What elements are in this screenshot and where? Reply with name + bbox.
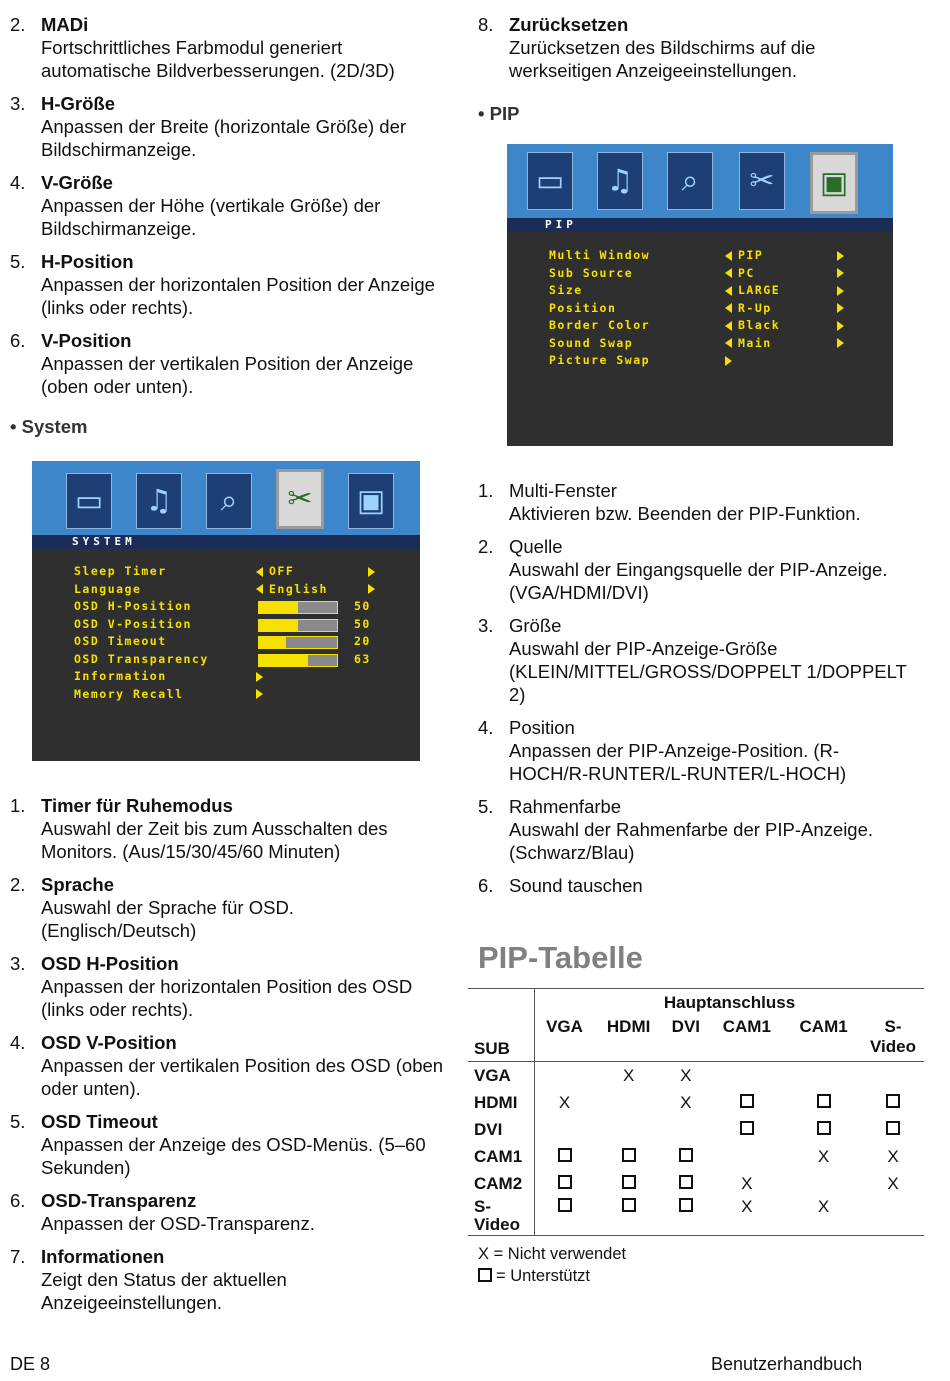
table-row bbox=[468, 1116, 924, 1143]
table-column-header: S-Video bbox=[870, 1017, 916, 1056]
sub-label: SUB bbox=[468, 989, 535, 1062]
table-row bbox=[468, 1143, 924, 1170]
table-column-header: CAM1 bbox=[722, 1017, 771, 1036]
table-column-header: VGA bbox=[546, 1017, 583, 1036]
osd-slider-remainder bbox=[298, 620, 337, 631]
pip-item-list bbox=[478, 479, 918, 907]
square-icon bbox=[817, 1094, 831, 1108]
monitor-icon: ▭ bbox=[527, 152, 573, 210]
table-cell: X bbox=[558, 1092, 571, 1112]
left-arrow-icon bbox=[725, 321, 732, 331]
item-description: Aktivieren bzw. Beenden der PIP-Funktion. bbox=[509, 503, 861, 524]
item-description: Anpassen der Anzeige des OSD-Menüs. (5–60 Sekunden) bbox=[41, 1134, 426, 1178]
osd-row-label: OSD Timeout bbox=[74, 634, 167, 648]
table-cell bbox=[862, 1116, 924, 1143]
table-row bbox=[468, 1170, 924, 1197]
left-arrow-icon bbox=[725, 268, 732, 278]
table-cell bbox=[535, 1170, 595, 1197]
osd-slider-value: 20 bbox=[354, 634, 371, 648]
item-description: Zeigt den Status der aktuellen Anzeigeeinstellungen. bbox=[41, 1269, 287, 1313]
table-cell bbox=[862, 1197, 924, 1236]
item-title: Informationen bbox=[41, 1246, 165, 1267]
table-header-row bbox=[468, 989, 924, 1018]
item-number: 3. bbox=[10, 953, 26, 974]
table-cell bbox=[535, 1116, 595, 1143]
legend-x: X = Nicht verwendet bbox=[478, 1245, 627, 1263]
right-arrow-icon bbox=[256, 669, 263, 683]
osd-row-value bbox=[725, 353, 732, 367]
left-arrow-icon bbox=[256, 584, 263, 594]
item-title: V-Position bbox=[41, 330, 132, 351]
osd-row-label: OSD V-Position bbox=[74, 616, 192, 631]
table-cell: X bbox=[741, 1197, 753, 1216]
item-title: Sound tauschen bbox=[509, 875, 643, 896]
left-top-list bbox=[10, 13, 450, 408]
right-arrow-icon bbox=[837, 336, 844, 350]
item-description: Anpassen der Höhe (vertikale Größe) der Bildschirmanzeige. bbox=[41, 195, 381, 239]
item-number: 2. bbox=[478, 536, 494, 557]
list-item bbox=[10, 250, 450, 319]
osd-row-value bbox=[256, 564, 294, 578]
list-item bbox=[10, 171, 450, 240]
osd-slider-remainder bbox=[286, 637, 337, 648]
table-cell bbox=[785, 1089, 862, 1116]
table-cell bbox=[708, 1143, 785, 1170]
item-number: 6. bbox=[10, 1190, 26, 1211]
item-title: Multi-Fenster bbox=[509, 480, 617, 501]
table-row-header: DVI bbox=[468, 1116, 535, 1143]
table-column-header: HDMI bbox=[606, 1017, 651, 1036]
item-number: 6. bbox=[10, 330, 26, 351]
item-number: 5. bbox=[478, 796, 494, 817]
osd-row-label: Sub Source bbox=[549, 265, 634, 280]
item-number: 2. bbox=[10, 874, 26, 895]
item-title: Sprache bbox=[41, 874, 115, 895]
item-title: Zurücksetzen bbox=[509, 14, 629, 35]
right-arrow-icon bbox=[837, 318, 844, 332]
item-title: Quelle bbox=[509, 536, 563, 557]
osd-slider-remainder bbox=[298, 602, 337, 613]
osd-row-label: Language bbox=[74, 581, 142, 596]
item-title: MADi bbox=[41, 14, 89, 35]
table-cell bbox=[862, 1062, 924, 1090]
list-item bbox=[478, 716, 918, 785]
osd-row-value bbox=[725, 318, 780, 332]
table-cell bbox=[594, 1116, 663, 1143]
item-description: Auswahl der PIP-Anzeige-Größe (KLEIN/MITTEL/GROSS/DOPPELT 1/DOPPELT 2) bbox=[509, 638, 907, 705]
osd-row-label: Position bbox=[549, 300, 617, 315]
table-column-header: CAM1 bbox=[799, 1017, 848, 1036]
pip-osd-screenshot bbox=[507, 144, 893, 446]
item-description: Anpassen der horizontalen Position des OSD (links oder rechts). bbox=[41, 976, 413, 1020]
osd-slider-bar bbox=[258, 619, 338, 632]
right-arrow-icon bbox=[725, 356, 732, 366]
table-cell: X bbox=[887, 1173, 899, 1193]
osd-slider-value: 63 bbox=[354, 651, 371, 666]
table-cell bbox=[663, 1197, 708, 1236]
item-title: Größe bbox=[509, 615, 562, 636]
list-item bbox=[478, 13, 918, 82]
magnifier-icon: ⌕ bbox=[667, 152, 713, 210]
osd-row-label: Sound Swap bbox=[549, 335, 634, 350]
right-arrow-icon bbox=[368, 582, 375, 596]
system-osd-screenshot bbox=[32, 461, 420, 761]
list-item bbox=[10, 1110, 450, 1179]
left-arrow-icon bbox=[725, 303, 732, 313]
table-row-header: CAM1 bbox=[468, 1143, 535, 1170]
list-item bbox=[478, 479, 918, 525]
osd-row-value bbox=[725, 301, 772, 315]
square-icon bbox=[622, 1175, 636, 1189]
osd-row-label: OSD H-Position bbox=[74, 599, 192, 613]
item-number: 3. bbox=[10, 93, 26, 114]
osd-row-label: Border Color bbox=[549, 318, 651, 332]
square-icon bbox=[740, 1094, 754, 1108]
osd-row-label: Sleep Timer bbox=[74, 564, 167, 578]
list-item bbox=[10, 952, 450, 1021]
item-description: Auswahl der Eingangsquelle der PIP-Anzeige. (VGA/HDMI/DVI) bbox=[509, 559, 888, 603]
osd-value-text: LARGE bbox=[738, 283, 781, 297]
left-arrow-icon bbox=[725, 251, 732, 261]
right-arrow-icon bbox=[837, 301, 844, 315]
item-description: Anpassen der vertikalen Position des OSD (oben oder unten). bbox=[41, 1055, 444, 1099]
color-icon: ♫ bbox=[597, 152, 643, 210]
item-description: Auswahl der Zeit bis zum Ausschalten des Monitors. (Aus/15/30/45/60 Minuten) bbox=[41, 818, 388, 862]
table-cell: X bbox=[680, 1065, 692, 1085]
osd-row-value bbox=[725, 266, 755, 280]
table-row bbox=[468, 1089, 924, 1116]
table-cell bbox=[663, 1116, 708, 1143]
list-item bbox=[10, 1189, 450, 1235]
square-icon bbox=[886, 1094, 900, 1108]
item-title: V-Größe bbox=[41, 172, 113, 193]
square-icon bbox=[679, 1148, 693, 1162]
osd-row-value bbox=[725, 248, 763, 262]
item-description: Auswahl der Rahmenfarbe der PIP-Anzeige. (Schwarz/Blau) bbox=[509, 819, 874, 863]
item-number: 4. bbox=[10, 1032, 26, 1053]
right-arrow-icon bbox=[837, 248, 844, 262]
square-icon bbox=[679, 1175, 693, 1189]
item-number: 4. bbox=[10, 172, 26, 193]
item-number: 2. bbox=[10, 14, 26, 35]
right-arrow-icon bbox=[837, 283, 844, 297]
table-cell: X bbox=[622, 1065, 635, 1085]
legend-square-label: = Unterstützt bbox=[496, 1267, 590, 1285]
square-icon bbox=[558, 1175, 572, 1189]
osd-value-text: R-Up bbox=[738, 300, 772, 315]
tools-icon: ✂ bbox=[276, 469, 324, 529]
item-title: OSD-Transparenz bbox=[41, 1190, 197, 1211]
tools-icon: ✂ bbox=[739, 152, 785, 210]
table-cell bbox=[785, 1116, 862, 1143]
item-description: Anpassen der PIP-Anzeige-Position. (R-HOCH/R-RUNTER/L-RUNTER/L-HOCH) bbox=[509, 740, 847, 784]
osd-slider-value: 50 bbox=[354, 599, 371, 613]
table-cell bbox=[594, 1197, 663, 1236]
left-arrow-icon bbox=[256, 567, 263, 577]
item-title: H-Position bbox=[41, 251, 134, 272]
osd-slider-bar bbox=[258, 636, 338, 649]
item-title: Timer für Ruhemodus bbox=[41, 795, 233, 816]
osd-row-value bbox=[256, 582, 328, 596]
square-icon bbox=[740, 1121, 754, 1135]
table-row-header: VGA bbox=[468, 1062, 535, 1090]
list-item bbox=[478, 795, 918, 864]
table-cell bbox=[594, 1143, 663, 1170]
pip-table-title: PIP-Tabelle bbox=[478, 940, 643, 975]
table-cell: X bbox=[817, 1146, 830, 1166]
monitor-icon: ▭ bbox=[66, 473, 112, 529]
osd-row-value bbox=[725, 336, 772, 350]
main-header: Hauptanschluss bbox=[663, 993, 796, 1012]
square-icon bbox=[558, 1198, 572, 1212]
osd-row-label: OSD Transparency bbox=[74, 651, 209, 666]
color-icon: ♫ bbox=[136, 473, 182, 529]
square-icon bbox=[558, 1148, 572, 1162]
item-number: 1. bbox=[10, 795, 26, 816]
table-cell: X bbox=[817, 1197, 830, 1216]
osd-row-label: Multi Window bbox=[549, 248, 651, 262]
table-cell bbox=[594, 1170, 663, 1197]
square-icon bbox=[622, 1198, 636, 1212]
table-column-row bbox=[468, 1017, 924, 1062]
list-item bbox=[478, 874, 918, 897]
system-heading: • System bbox=[10, 416, 88, 437]
item-description: Fortschrittliches Farbmodul generiert automatische Bildverbesserungen. (2D/3D) bbox=[41, 37, 395, 81]
item-title: OSD H-Position bbox=[41, 953, 179, 974]
table-cell: X bbox=[887, 1146, 899, 1166]
table-cell bbox=[535, 1197, 595, 1236]
list-item bbox=[478, 535, 918, 604]
list-item bbox=[478, 614, 918, 706]
table-row bbox=[468, 1062, 924, 1090]
item-description: Anpassen der horizontalen Position der Anzeige (links oder rechts). bbox=[41, 274, 435, 318]
osd-slider-remainder bbox=[308, 655, 337, 666]
list-item bbox=[10, 794, 450, 863]
table-cell bbox=[708, 1089, 785, 1116]
osd-slider-bar bbox=[258, 601, 338, 614]
right-top-list bbox=[478, 13, 918, 92]
table-cell bbox=[663, 1170, 708, 1197]
item-number: 7. bbox=[10, 1246, 26, 1267]
osd-value-text: PC bbox=[738, 265, 755, 280]
item-number: 8. bbox=[478, 14, 494, 35]
table-row bbox=[468, 1197, 924, 1236]
item-description: Anpassen der OSD-Transparenz. bbox=[41, 1213, 315, 1234]
table-cell bbox=[785, 1170, 862, 1197]
item-number: 3. bbox=[478, 615, 494, 636]
table-column-header: DVI bbox=[671, 1017, 701, 1036]
table-cell bbox=[594, 1089, 663, 1116]
item-title: Position bbox=[509, 717, 575, 738]
pip-icon: ▣ bbox=[348, 473, 394, 529]
list-item bbox=[10, 92, 450, 161]
osd-slider-value: 50 bbox=[354, 616, 371, 631]
osd-value-text: PIP bbox=[738, 248, 764, 262]
osd-value-text: Main bbox=[738, 335, 772, 350]
table-cell bbox=[708, 1062, 785, 1090]
right-arrow-icon bbox=[368, 564, 375, 578]
footer-manual-title: Benutzerhandbuch bbox=[711, 1354, 863, 1374]
table-row-header: HDMI bbox=[468, 1089, 535, 1116]
list-item bbox=[10, 13, 450, 82]
table-cell bbox=[785, 1062, 862, 1090]
table-row-header: S-Video bbox=[468, 1197, 535, 1236]
item-description: Zurücksetzen des Bildschirms auf die werkseitigen Anzeigeeinstellungen. bbox=[509, 37, 816, 81]
osd-value-text: OFF bbox=[269, 564, 295, 578]
osd-row-value bbox=[725, 283, 780, 297]
item-number: 4. bbox=[478, 717, 494, 738]
table-cell bbox=[708, 1116, 785, 1143]
pip-icon: ▣ bbox=[810, 152, 858, 214]
square-icon bbox=[817, 1121, 831, 1135]
table-cell: X bbox=[741, 1173, 753, 1193]
item-number: 5. bbox=[10, 251, 26, 272]
magnifier-icon: ⌕ bbox=[206, 473, 252, 529]
item-number: 6. bbox=[478, 875, 494, 896]
item-title: OSD V-Position bbox=[41, 1032, 177, 1053]
footer-page-number: DE 8 bbox=[10, 1354, 51, 1374]
table-row-header: CAM2 bbox=[468, 1170, 535, 1197]
osd-value-text: English bbox=[269, 581, 328, 596]
item-title: H-Größe bbox=[41, 93, 115, 114]
list-item bbox=[10, 1031, 450, 1100]
pip-table bbox=[468, 988, 924, 1236]
square-icon bbox=[679, 1198, 693, 1212]
osd-row-label: Size bbox=[549, 283, 583, 297]
item-description: Anpassen der vertikalen Position der Anzeige (oben oder unten). bbox=[41, 353, 414, 397]
table-cell: X bbox=[680, 1092, 692, 1112]
list-item bbox=[10, 1245, 450, 1314]
osd-slider-bar bbox=[258, 654, 338, 667]
osd-row-label: Memory Recall bbox=[74, 686, 184, 701]
pip-heading: • PIP bbox=[478, 103, 520, 124]
item-description: Auswahl der Sprache für OSD. (Englisch/Deutsch) bbox=[41, 897, 294, 941]
osd-tab-label: PIP bbox=[507, 218, 893, 232]
legend-square bbox=[478, 1265, 590, 1287]
right-arrow-icon bbox=[837, 266, 844, 280]
osd-value-text: Black bbox=[738, 318, 781, 332]
left-arrow-icon bbox=[725, 286, 732, 296]
list-item bbox=[10, 873, 450, 942]
table-cell bbox=[663, 1143, 708, 1170]
right-arrow-icon bbox=[256, 687, 263, 701]
item-number: 1. bbox=[478, 480, 494, 501]
table-cell bbox=[862, 1089, 924, 1116]
system-item-list bbox=[10, 794, 450, 1324]
item-description: Anpassen der Breite (horizontale Größe) der Bildschirmanzeige. bbox=[41, 116, 407, 160]
osd-row-label: Information bbox=[74, 669, 167, 683]
item-number: 5. bbox=[10, 1111, 26, 1132]
osd-tab-label: SYSTEM bbox=[32, 535, 420, 549]
table-cell bbox=[535, 1062, 595, 1090]
osd-row-label: Picture Swap bbox=[549, 353, 651, 367]
list-item bbox=[10, 329, 450, 398]
square-icon bbox=[622, 1148, 636, 1162]
square-icon bbox=[478, 1268, 492, 1282]
table-cell bbox=[535, 1143, 595, 1170]
item-title: Rahmenfarbe bbox=[509, 796, 622, 817]
item-title: OSD Timeout bbox=[41, 1111, 158, 1132]
left-arrow-icon bbox=[725, 338, 732, 348]
square-icon bbox=[886, 1121, 900, 1135]
